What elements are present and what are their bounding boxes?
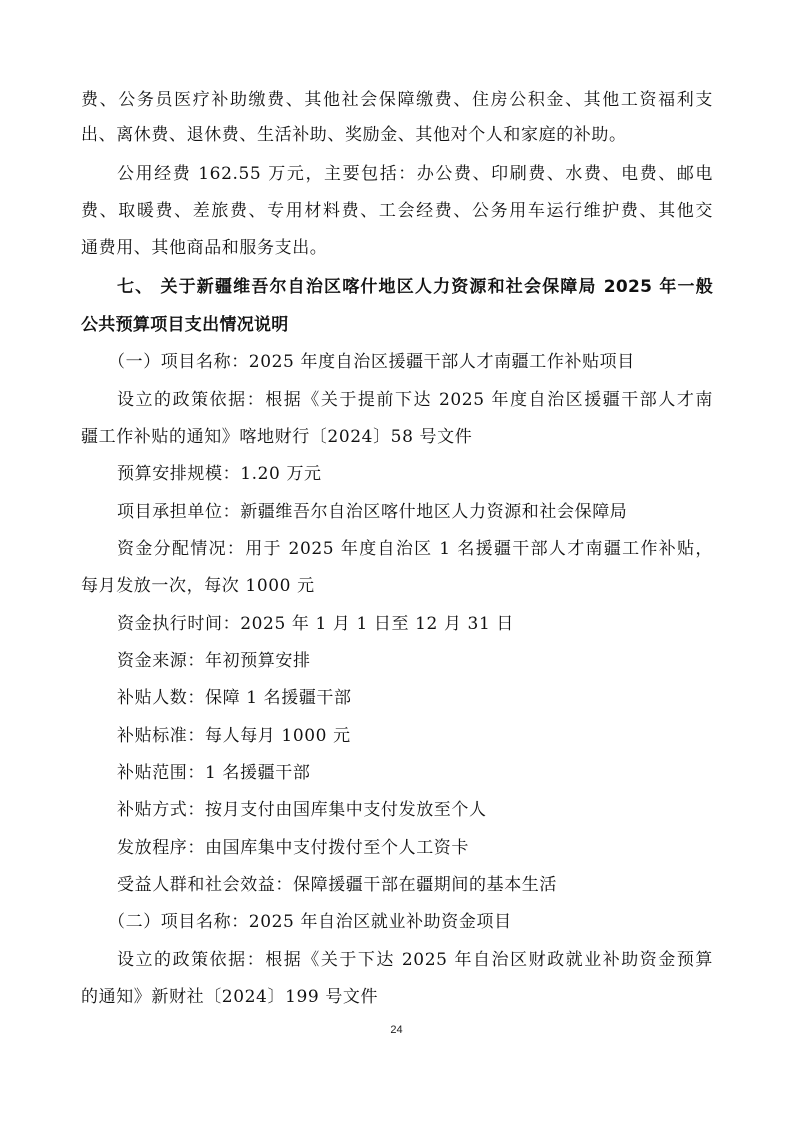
section-heading: 七、 关于新疆维吾尔自治区喀什地区人力资源和社会保障局 2025 年一般 [117,277,713,297]
paragraph-line: 疆工作补贴的通知》喀地财行〔2024〕58 号文件 [81,427,473,447]
paragraph-line: 费、公务员医疗补助缴费、其他社会保障缴费、住房公积金、其他工资福利支 [81,90,713,110]
project-title: （一）项目名称：2025 年度自治区援疆干部人才南疆工作补贴项目 [108,352,635,372]
paragraph-line: 补贴人数：保障 1 名援疆干部 [117,688,352,708]
paragraph-line: 预算安排规模：1.20 万元 [117,464,322,484]
paragraph-line: 资金分配情况：用于 2025 年度自治区 1 名援疆干部人才南疆工作补贴， [117,539,713,559]
paragraph-line: 通费用、其他商品和服务支出。 [81,238,328,258]
paragraph-line: 补贴方式：按月支付由国库集中支付发放至个人 [117,800,487,820]
paragraph-line: 资金来源：年初预算安排 [117,651,311,671]
paragraph-line: 资金执行时间：2025 年 1 月 1 日至 12 月 31 日 [117,614,514,634]
paragraph-line: 发放程序：由国库集中支付拨付至个人工资卡 [117,838,469,858]
paragraph-line: 补贴标准：每人每月 1000 元 [117,726,351,746]
paragraph-line: 设立的政策依据：根据《关于下达 2025 年自治区财政就业补助资金预算 [117,950,713,970]
paragraph-line: 设立的政策依据：根据《关于提前下达 2025 年度自治区援疆干部人才南 [117,390,713,410]
page-number: 24 [390,1024,403,1036]
paragraph-line: 受益人群和社会效益：保障援疆干部在疆期间的基本生活 [117,875,557,895]
paragraph-line: 公用经费 162.55 万元，主要包括：办公费、印刷费、水费、电费、邮电 [117,164,713,184]
paragraph-line: 每月发放一次，每次 1000 元 [81,576,315,596]
paragraph-line: 项目承担单位：新疆维吾尔自治区喀什地区人力资源和社会保障局 [117,502,628,522]
paragraph-line: 的通知》新财社〔2024〕199 号文件 [81,987,379,1007]
paragraph-line: 补贴范围：1 名援疆干部 [117,763,311,783]
section-heading-cont: 公共预算项目支出情况说明 [81,315,289,335]
paragraph-line: 出、离休费、退休费、生活补助、奖励金、其他对个人和家庭的补助。 [81,125,627,145]
project-title: （二）项目名称：2025 年自治区就业补助资金项目 [108,912,512,932]
paragraph-line: 费、取暖费、差旅费、专用材料费、工会经费、公务用车运行维护费、其他交 [81,201,713,221]
